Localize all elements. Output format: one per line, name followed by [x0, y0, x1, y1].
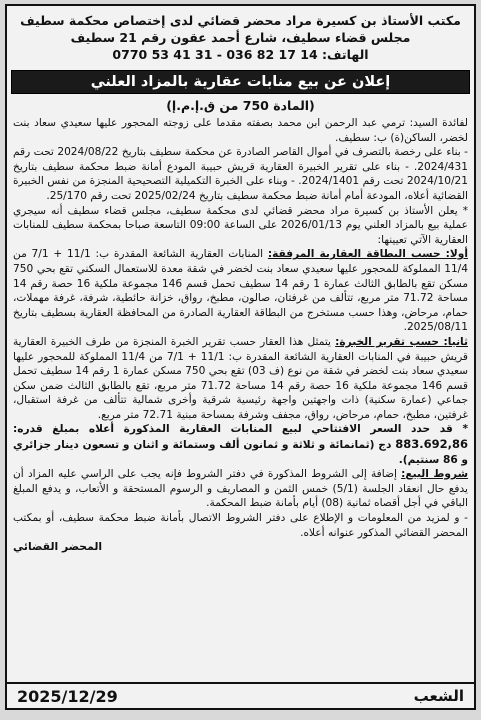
office-name: مكتب الأستاذ بن كسيرة مراد محضر قضائي لدى إختصاص محكمة سطيف [20, 13, 461, 28]
publication-date: 2025/12/29 [17, 686, 118, 706]
legal-basis-paragraph: - بناء على رخصة بالتصرف في أموال القاصر الصادرة عن محكمة سطيف بتاريخ 2024/08/22 تحت رقم 2024/431. - بناء على تقرير الخبيرة العقارية قريش حبيبة المودع أمانة ضبط محكمة سطيف بتاريخ 2024/10/21 تحت رقم 2024/1401. - وبناء على الخبرة التكميلية التصحيحية المنجزة من نفس الخبيرة القضائية أعلاه، المودعة أمام أمانة ضبط محكمة سطيف بتاريخ 2025/02/24 تحت رقم 25/170. [13, 146, 468, 202]
newspaper-name: الشعب [413, 687, 464, 705]
sale-conditions-label: شروط البيع: [401, 468, 469, 481]
opening-price-paragraph [13, 422, 468, 467]
expert-report-paragraph [13, 335, 468, 423]
sale-conditions-paragraph [13, 467, 468, 511]
signature: المحضر القضائي [13, 540, 103, 554]
notice-title: إعلان عن بيع منابات عقارية بالمزاد العلني [11, 70, 470, 94]
notice-body [7, 116, 474, 555]
office-phone [7, 46, 474, 64]
land-registry-label: أولا: حسب البطاقة العقارية المرفقة: [267, 248, 469, 261]
phone-label: الهاتف: [322, 47, 369, 62]
opening-price-intro: * قد حدد السعر الافتتاحي لبيع المنابات العقارية المذكورة أعلاه بمبلغ قدره: [13, 423, 468, 436]
contact-paragraph: - و لمزيد من المعلومات و الإطلاع على دفتر الشروط الاتصال بأمانة ضبط محكمة سطيف، أو بمكتب المحضر القضائي المذكور عنوانه أعلاه. [13, 512, 468, 539]
opening-price-words: دج (ثمانمائة و ثلاثة و ثمانون ألف وستمائة و اثنان و تسعون دينار جزائري و 86 سنتيم). [13, 439, 468, 466]
land-registry-paragraph [13, 247, 468, 335]
sale-conditions-text: إضافة إلى الشروط المذكورة في دفتر الشروط فإنه يجب على الراسي عليه المزاد أن يدفع حال انعقاد الجلسة (5/1) خمس الثمن و المصاريف و الرسوم المستحقة و الأتعاب، و يدفع المبلغ الباقي في أجل أقصاه ثمانية (08) أيام بأمانة ضبط المحكمة. [13, 468, 468, 510]
signature-row [13, 540, 468, 555]
beneficiary-paragraph: لفائدة السيد: ترمي عبد الرحمن ابن محمد بصفته مقدما على زوجته المحجور عليها سعيدي سعاد بنت لخضر، الساكن(ة) ب: سطيف. [13, 117, 468, 144]
opening-price-amount: 883.692,86 [395, 437, 468, 452]
expert-report-label: ثانيا: حسب تقرير الخبرة: [335, 335, 468, 348]
office-header [7, 6, 474, 64]
footer [7, 682, 474, 708]
auction-notice [5, 4, 476, 710]
expert-report-text: يتمثل هذا العقار حسب تقرير الخبرة المنجزة من طرف الخبيرة العقارية قريش حبيبة في المنابات العقارية الشائعة المقدرة ب: 11/1 + 7/1 من 11/4 المملوكة للمحجور عليها سعيدي سعاد بنت لخضر في شقة من نوع (ف 03) تقع بحي 750 مسكن عمارة 1 رقم 14 سطيف تحمل قسم 146 مجموعة ملكية 16 حصة رقم 14 مساحة 71.72 متر مربع، تقع بالطابق الثالث ضمن سكن جماعي (عمارة سكنية) ذات واجهتين واجهة رئيسية شرقية وأخرى شمالية تتألف من غرفة استقبال، غرفتين، مطبخ، حمام، مرحاض، رواق، مجفف وشرفة بمساحة مبنية 72.71 متر مربع. [13, 335, 469, 421]
phone-numbers: 0770 53 41 31 - 036 82 17 14 [112, 47, 318, 62]
office-address: مجلس قضاء سطيف، شارع أحمد عقون رقم 21 سطيف [70, 30, 411, 45]
land-registry-text: المنابات العقارية الشائعة المقدرة ب: 11/1 + 7/1 من 11/4 المملوكة للمحجور عليها سعيدي سعاد بنت لخضر في شقة معدة للاستعمال السكني تقع بحي 750 مسكن تقع بالطابق الثالث عمارة 1 رقم 14 سطيف تحمل قسم 146 مجموعة ملكية 16 حصة رقم 14 مساحة 71.72 متر مربع، تتألف من غرفتان، صالون، مطبخ، رواق، خزانة حائطية، شرفة، غرفة مهملات، حمام، مرحاض، وهذا حسب مستخرج من البطاقة العقارية الصادرة من المحافظة العقارية بسطيف بتاريخ 2025/08/11. [13, 248, 468, 334]
legal-article: (المادة 750 من ق.إ.م.إ) [166, 98, 315, 113]
auction-date-paragraph: * يعلن الأستاذ بن كسيرة مراد محضر قضائي لدى محكمة سطيف، مجلس قضاء سطيف أنه سيجري عملية بيع بالمزاد العلني يوم 2026/01/13 على الساعة 09:00 التاسعة صباحا بمحكمة سطيف للمنابات العقارية الآتي تعيينها: [13, 204, 468, 246]
